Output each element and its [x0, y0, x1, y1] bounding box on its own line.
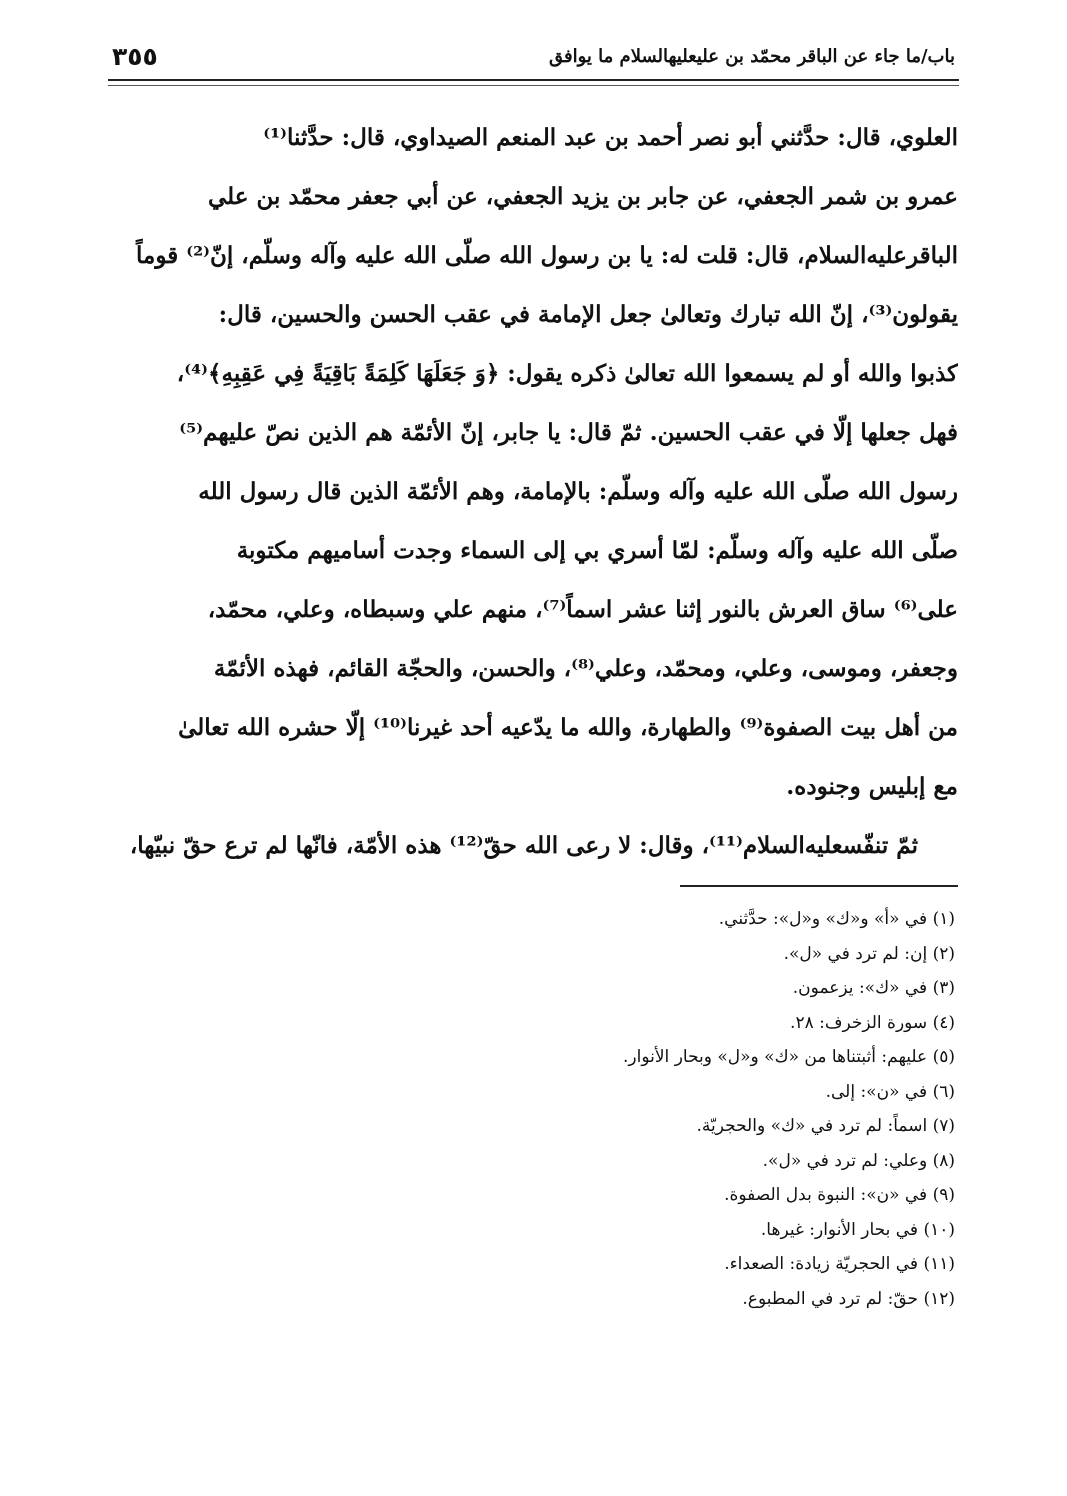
text-line: وجعفر، وموسى، وعلي، ومحمّد، وعلي⁽⁸⁾، والحسن، والحجّة القائم، فهذه الأئمّة — [213, 655, 958, 682]
footnote: (٩) في «ن»: النبوة بدل الصفوة. — [724, 1185, 955, 1205]
footnote: (١) في «أ» و«ك» و«ل»: حدَّثني. — [718, 909, 955, 929]
footnote: (٧) اسماً: لم ترد في «ك» والحجريّة. — [696, 1116, 955, 1136]
footnote: (٥) عليهم: أثبتناها من «ك» و«ل» وبحار الأنوار. — [623, 1047, 955, 1067]
footnote-separator — [680, 885, 958, 887]
text-line: صلّى الله عليه وآله وسلّم: لمّا أسري بي إلى السماء وجدت أساميهم مكتوبة — [236, 537, 958, 564]
header-rule-thick — [108, 79, 959, 81]
text-line: رسول الله صلّى الله عليه وآله وسلّم: بالإمامة، وهم الأئمّة الذين قال رسول الله — [198, 478, 958, 505]
text-line: العلوي، قال: حدَّثني أبو نصر أحمد بن عبد المنعم الصيداوي، قال: حدَّثنا⁽¹⁾ — [263, 124, 958, 151]
footnotes — [255, 902, 955, 1316]
text-line: يقولون⁽³⁾، إنّ الله تبارك وتعالىٰ جعل الإمامة في عقب الحسن والحسين، قال: — [218, 301, 958, 328]
main-text — [110, 108, 958, 875]
footnote: (٢) إن: لم ترد في «ل». — [783, 943, 955, 964]
footnote: (٤) سورة الزخرف: ٢٨. — [790, 1012, 955, 1033]
text-line: الباقرعليه‌السلام، قال: قلت له: يا بن رسول الله صلّى الله عليه وآله وسلّم، إنّ⁽²⁾ قوماً — [136, 242, 958, 269]
text-line: كذبوا والله أو لم يسمعوا الله تعالىٰ ذكره يقول: ﴿وَ جَعَلَهَا كَلِمَةً بَاقِيَةً فِي عَقِبِهِ﴾⁽⁴⁾، — [176, 360, 958, 387]
text-line: مع إبليس وجنوده. — [786, 773, 958, 800]
footnote: (١٢) حقّ: لم ترد في المطبوع. — [742, 1288, 955, 1309]
header-rule-thin — [108, 85, 959, 86]
footnote: (٨) وعلي: لم ترد في «ل». — [762, 1150, 955, 1171]
footnote: (١١) في الحجريّة زيادة: الصعداء. — [724, 1254, 955, 1274]
footnote: (٣) في «ك»: يزعمون. — [792, 978, 955, 998]
footnote: (٦) في «ن»: إلى. — [825, 1081, 955, 1102]
text-line: فهل جعلها إلّا في عقب الحسين. ثمّ قال: يا جابر، إنّ الأئمّة هم الذين نصّ عليهم⁽⁵⁾ — [179, 419, 958, 446]
text-line: على⁽⁶⁾ ساق العرش بالنور إثنا عشر اسماً⁽⁷⁾، منهم علي وسبطاه، وعلي، محمّد، — [207, 596, 958, 623]
text-line: عمرو بن شمر الجعفي، عن جابر بن يزيد الجعفي، عن أبي جعفر محمّد بن علي — [207, 183, 958, 210]
text-line: من أهل بيت الصفوة⁽⁹⁾ والطهارة، والله ما يدّعيه أحد غيرنا⁽¹⁰⁾ إلّا حشره الله تعالىٰ — [178, 714, 958, 741]
text-line: ثمّ تنفّسعليه‌السلام⁽¹¹⁾، وقال: لا رعى الله حقّ⁽¹²⁾ هذه الأمّة، فانّها لم ترع حقّ نبيّها، — [129, 832, 918, 859]
page-number: ٣٥٥ — [112, 42, 158, 71]
running-title: باب/ما جاء عن الباقر محمّد بن عليعليهالسلام ما يوافق — [548, 46, 955, 67]
footnote: (١٠) في بحار الأنوار: غيرها. — [760, 1219, 955, 1240]
